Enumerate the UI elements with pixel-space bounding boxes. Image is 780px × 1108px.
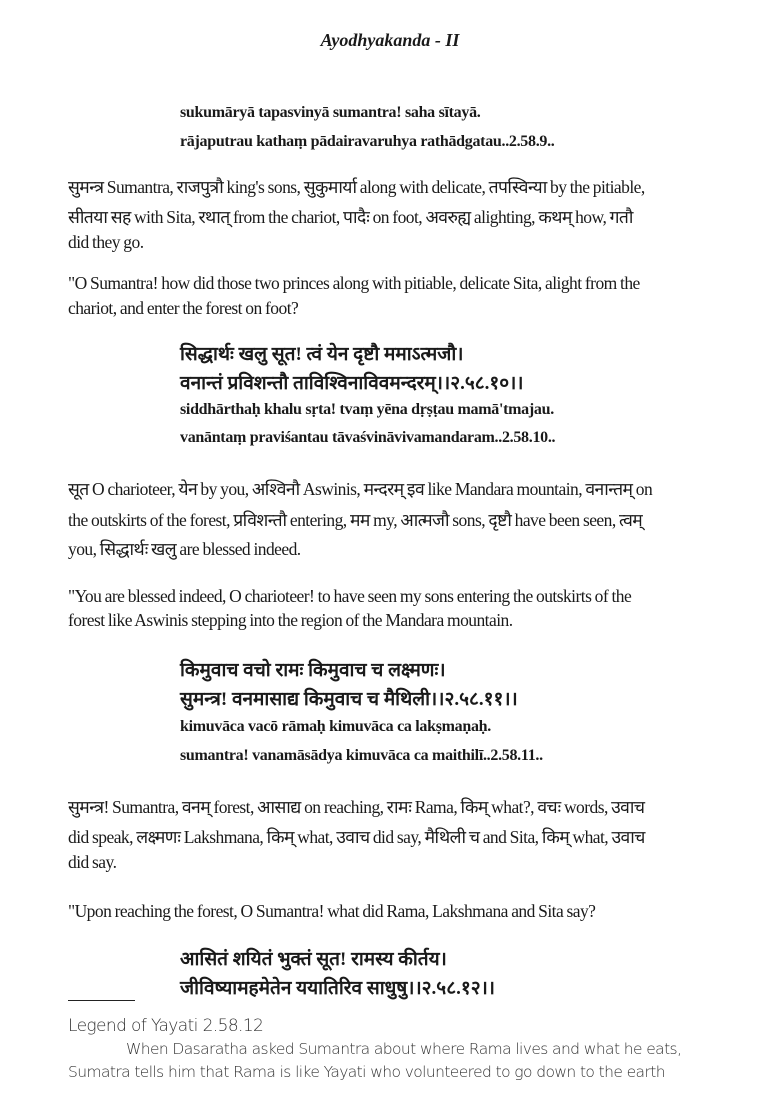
- gloss-line: did they go.: [68, 232, 144, 252]
- gloss-line: सुमन्त्र Sumantra, राजपुत्रौ king's sons, सुकुमार्या along with delicate, तपस्विन्या by the pitiable,: [68, 177, 645, 197]
- gloss-line: the outskirts of the forest, प्रविशन्तौ entering, मम my, आत्मजौ sons, दृष्टौ have been seen, त्वम्: [68, 510, 643, 530]
- verse-translit-line: vanāntaṃ praviśantau tāvaśvināvivamandaram..2.58.10..: [180, 429, 556, 446]
- translation-line: "Upon reaching the forest, O Sumantra! what did Rama, Lakshmana and Sita say?: [68, 901, 596, 921]
- gloss-line: सूत O charioteer, येन by you, अश्विनौ Aswinis, मन्दरम् इव like Mandara mountain, वनान्तम् on: [68, 479, 653, 499]
- verse-devanagari-line: सुमन्त्र! वनमासाद्य किमुवाच च मैथिली।।२.५८.११।।: [180, 689, 518, 710]
- translation-line: "You are blessed indeed, O charioteer! to have seen my sons entering the outskirts of the: [68, 586, 632, 606]
- footnote-divider: [68, 1000, 135, 1001]
- page-title: Ayodhyakanda - II: [320, 30, 460, 50]
- gloss-line: did say.: [68, 852, 117, 872]
- footnote-line: Sumatra tells him that Rama is like Yayati who volunteered to go down to the earth: [68, 1063, 665, 1081]
- verse-translit-line: sumantra! vanamāsādya kimuvāca ca maithilī..2.58.11..: [180, 747, 543, 764]
- gloss-line: did speak, लक्ष्मणः Lakshmana, किम् what, उवाच did say, मैथिली च and Sita, किम् what, उवाच: [68, 827, 645, 847]
- verse-translit-line: kimuvāca vacō rāmaḥ kimuvāca ca lakṣmaṇaḥ.: [180, 718, 491, 735]
- verse-devanagari-line: किमुवाच वचो रामः किमुवाच च लक्ष्मणः।: [180, 660, 446, 681]
- gloss-line: सुमन्त्र! Sumantra, वनम् forest, आसाद्य on reaching, रामः Rama, किम् what?, वचः words, उवाच: [68, 797, 645, 817]
- translation-line: "O Sumantra! how did those two princes along with pitiable, delicate Sita, alight from the: [68, 273, 640, 293]
- translation-line: chariot, and enter the forest on foot?: [68, 298, 299, 318]
- verse-devanagari-line: आसितं शयितं भुक्तं सूत! रामस्य कीर्तय।: [180, 949, 447, 970]
- verse-translit-line: sukumāryā tapasvinyā sumantra! saha sītayā.: [180, 104, 481, 121]
- gloss-line: you, सिद्धार्थः खलु are blessed indeed.: [68, 539, 301, 559]
- verse-translit-line: rājaputrau kathaṃ pādairavaruhya rathādgatau..2.58.9..: [180, 133, 555, 150]
- verse-devanagari-line: जीविष्यामहमेतेन ययातिरिव साधुषु।।२.५८.१२।।: [180, 978, 495, 999]
- gloss-line: सीतया सह with Sita, रथात् from the chariot, पादैः on foot, अवरुह्य alighting, कथम् how, गतौ: [68, 207, 633, 227]
- verse-devanagari-line: वनान्तं प्रविशन्तौ ताविश्विनाविवमन्दरम्।।२.५८.१०।।: [180, 373, 524, 394]
- verse-devanagari-line: सिद्धार्थः खलु सूत! त्वं येन दृष्टौ ममाऽत्मजौ।: [180, 344, 464, 365]
- translation-line: forest like Aswinis stepping into the region of the Mandara mountain.: [68, 610, 513, 630]
- verse-translit-line: siddhārthaḥ khalu sṛta! tvaṃ yēna dṛṣṭau mamā'tmajau.: [180, 401, 554, 418]
- footnote-heading: Legend of Yayati 2.58.12: [68, 1016, 264, 1036]
- footnote-line: When Dasaratha asked Sumantra about where Rama lives and what he eats,: [126, 1040, 682, 1058]
